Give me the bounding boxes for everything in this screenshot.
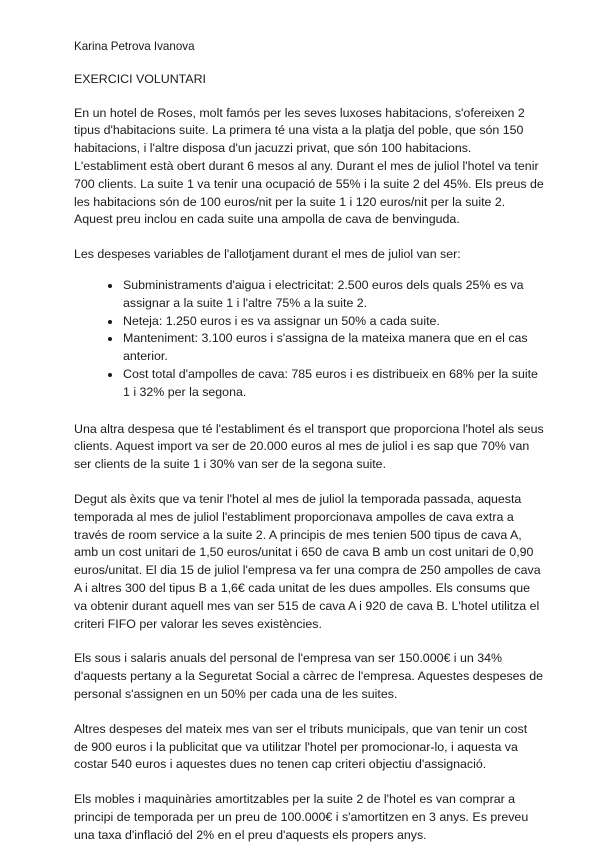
document-page	[74, 38, 544, 861]
paragraph-depreciation: Els mobles i maquinàries amortitzables per la suite 2 de l'hotel es van comprar a principi de temporada per un preu de 100.000€ i s'amortitzen en 3 anys. Es preveu una taxa d'inflació del 2% en el preu d'aquests els propers anys.	[74, 792, 529, 842]
paragraph-intro: En un hotel de Roses, molt famós per les seves luxoses habitacions, s'ofereixen 2 tipus d'habitacions suite. La primera té una vista a la platja del poble, que són 150 habitacions, i l'altre disposa d'un jacuzzi privat, que són 100 habitacions. L'establiment està obert durant 6 mesos al any. Durant el mes de juliol l'hotel va tenir 700 clients. La suite 1 va tenir una ocupació de 55% i la suite 2 del 45%. Els preus de les habitacions són de 100 euros/nit per la suite 1 i 120 euros/nit per la suite 2. Aquest preu inclou en cada suite una ampolla de cava de benvinguda.	[74, 105, 544, 227]
author-name: Karina Petrova Ivanova	[74, 40, 195, 53]
document-title: EXERCICI VOLUNTARI	[74, 71, 206, 86]
variable-costs-list	[74, 277, 544, 402]
paragraph-transport: Una altra despesa que té l'establiment és el transport que proporciona l'hotel als seus clients. Aquest import va ser de 20.000 euros al mes de juliol i es sap que 70% van ser clients de la suite 1 i 30% van ser de la segona suite.	[74, 421, 544, 472]
list-item: • Subministraments d'aigua i electricitat: 2.500 euros dels quals 25% es va assignar a la suite 1 i l'altre 75% a la suite 2.	[122, 277, 544, 313]
paragraph-salaries: Els sous i salaris anuals del personal de l'empresa van ser 150.000€ i un 34% d'aquests pertany a la Seguretat Social a càrrec de l'empresa. Aquestes despeses de personal s'assignen en un 50% per cada una de les suites.	[74, 651, 543, 701]
paragraph-variable-costs: Les despeses variables de l'allotjament durant el mes de juliol van ser:	[74, 247, 461, 262]
paragraph-cava-inventory: Degut als èxits que va tenir l'hotel al mes de juliol la temporada passada, aquesta temporada al mes de juliol l'establiment proporcionava ampolles de cava extra a través de room service a la suite 2. A principis de mes tenien 500 tipus de cava A, amb un cost unitari de 1,50 euros/unitat i 650 de cava B amb un cost unitari de 0,90 euros/unitat. El dia 15 de juliol l'empresa va fer una compra de 250 ampolles de cava A i altres 300 del tipus B a 1,6€ cada unitat de les dues ampolles. Els consums que va obtenir durant aquell mes van ser 515 de cava A i 920 de cava B. L'hotel utilitza el criteri FIFO per valorar les seves existències.	[74, 491, 541, 631]
list-item: • Cost total d'ampolles de cava: 785 euros i es distribueix en 68% per la suite 1 i 32% per la segona.	[122, 366, 544, 402]
list-item: • Neteja: 1.250 euros i es va assignar un 50% a cada suite.	[122, 313, 544, 331]
list-item: • Manteniment: 3.100 euros i s'assigna de la mateixa manera que en el cas anterior.	[122, 330, 544, 366]
paragraph-other-costs: Altres despeses del mateix mes van ser el tributs municipals, que van tenir un cost de 900 euros i la publicitat que va utilitzar l'hotel per promocionar-lo, i aquesta va costar 540 euros i aquestes dues no tenen cap criteri objectiu d'assignació.	[74, 721, 528, 772]
